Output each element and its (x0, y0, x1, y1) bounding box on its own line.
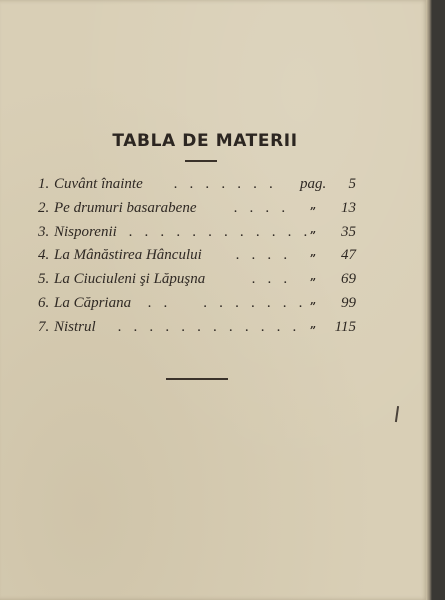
entry-number: 6. (38, 294, 50, 311)
toc-heading: TABLA DE MATERII (112, 131, 298, 151)
entry-title: Pe drumuri basarabene (54, 199, 197, 216)
entry-number: 7. (38, 318, 50, 335)
page-number: 13 (341, 199, 356, 216)
entry-title: La Ciuciuleni şi Lăpuşna (54, 271, 206, 288)
toc-entry (38, 319, 356, 343)
entry-number: 1. (38, 176, 50, 192)
toc-entry (38, 295, 356, 319)
entry-title: La Mânăstirea Hâncului (54, 247, 202, 264)
page-number: 69 (341, 271, 356, 288)
ditto-mark: „ (310, 222, 317, 236)
page-number: 5 (348, 176, 356, 192)
page-number: 115 (334, 318, 356, 335)
pencil-mark (395, 406, 399, 422)
ditto-mark: „ (310, 246, 317, 260)
end-divider (166, 378, 228, 380)
dot-leader: . . . (252, 271, 292, 288)
ditto-mark: „ (310, 270, 317, 284)
ditto-mark: „ (310, 317, 317, 331)
page-number: 35 (341, 223, 356, 240)
ditto-mark: „ (310, 198, 317, 212)
table-of-contents (38, 176, 356, 343)
ditto-mark: „ (310, 293, 317, 307)
entry-number: 4. (38, 247, 50, 264)
toc-entry (38, 247, 356, 271)
entry-number: 2. (38, 199, 50, 216)
dot-leader: . . . . (236, 247, 292, 264)
page-number: 47 (341, 247, 356, 264)
dot-leader: . . . . . . . . . . . . (118, 318, 301, 335)
entry-number: 5. (38, 271, 50, 288)
toc-entry (38, 271, 356, 295)
dot-leader: . . . . . . . . . (148, 294, 307, 311)
heading-divider (185, 160, 217, 162)
entry-title: Cuvânt înainte (54, 176, 143, 192)
entry-title: Nistrul (54, 318, 96, 335)
entry-title: Nisporenii (54, 223, 117, 240)
page-label: pag. (300, 176, 327, 192)
dot-leader: . . . . . . . . . . . . (129, 223, 312, 240)
page-number: 99 (341, 294, 356, 311)
toc-entry (38, 200, 356, 224)
toc-entry (38, 176, 356, 200)
dot-leader: . . . . (234, 199, 290, 216)
entry-number: 3. (38, 223, 50, 240)
toc-entry (38, 224, 356, 248)
entry-title: La Căpriana (54, 294, 132, 311)
page-edge (426, 0, 432, 600)
dot-leader: . . . . . . . (174, 176, 278, 192)
